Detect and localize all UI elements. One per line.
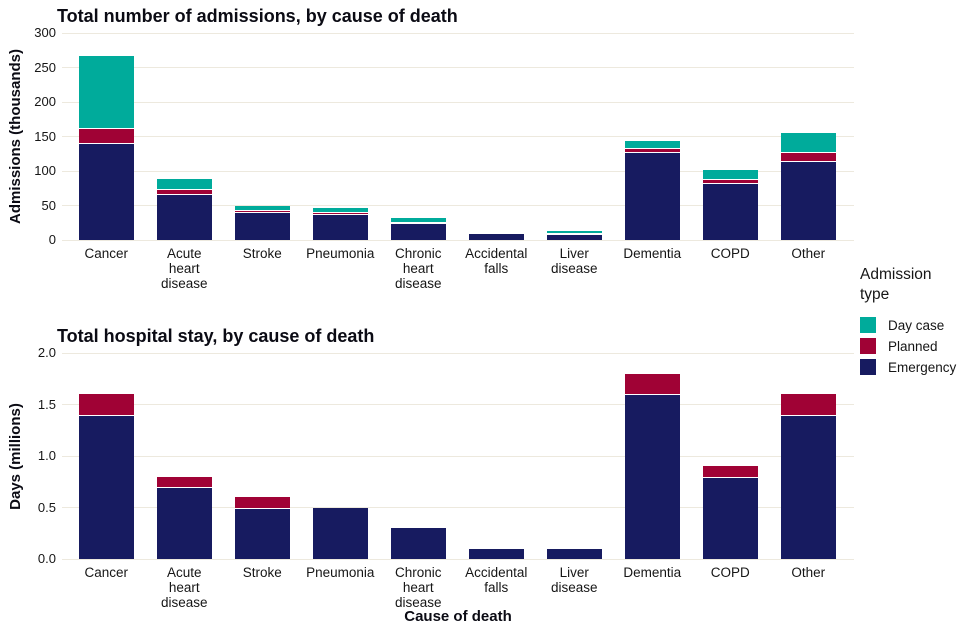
x-axis-label-line: Liver — [559, 565, 589, 580]
emergency-swatch — [860, 359, 876, 375]
bar-segment-emergency — [313, 508, 368, 560]
y-axis-tick-label: 200 — [34, 94, 56, 109]
x-axis-label-line: Chronic — [395, 565, 442, 580]
bar-segment-emergency — [781, 415, 836, 559]
legend — [860, 265, 956, 375]
legend-item-emergency — [860, 359, 956, 375]
legend-item-planned — [860, 338, 956, 354]
chart1-title: Total number of admissions, by cause of death — [57, 6, 458, 26]
x-axis-label-line: Chronic — [395, 246, 442, 261]
x-axis-label-line: Stroke — [242, 246, 282, 261]
y-axis-tick-label: 1.5 — [37, 396, 56, 412]
y-axis-tick-label: 250 — [34, 59, 56, 75]
bar-segment-emergency — [625, 152, 680, 240]
x-axis-label-stroke — [223, 246, 301, 261]
y-axis-tick-label: 0 — [48, 232, 56, 247]
bar-segment-emergency — [79, 143, 134, 240]
bar-segment-planned — [781, 152, 836, 160]
legend-title-line: Admission — [860, 266, 932, 283]
bar-segment-emergency — [313, 214, 368, 240]
bar-pneumonia — [313, 33, 368, 240]
bar-chronic-heart-disease — [391, 33, 446, 240]
bar-stroke — [235, 353, 290, 559]
bar-segment-emergency — [157, 194, 212, 240]
bar-copd — [703, 353, 758, 559]
bar-segment-emergency — [391, 223, 446, 240]
x-axis-label-acute-heart-disease — [145, 246, 223, 291]
x-axis-label-line: COPD — [710, 246, 750, 261]
x-axis-label-line: Acute — [167, 246, 202, 261]
x-axis-label-line: disease — [161, 595, 208, 610]
x-axis-label-cancer — [67, 246, 145, 261]
x-axis-label-line: heart — [168, 261, 200, 276]
x-axis-label-line: Dementia — [623, 246, 682, 261]
x-axis-label-line: Cancer — [84, 246, 129, 261]
bar-acute-heart-disease — [157, 353, 212, 559]
bar-segment-planned — [703, 466, 758, 476]
chart1-y-axis-title: Admissions (thousands) — [6, 48, 24, 225]
chart2-y-axis-title: Days (millions) — [6, 402, 24, 510]
bar-other — [781, 353, 836, 559]
bar-stroke — [235, 33, 290, 240]
x-axis-label-line: COPD — [710, 565, 750, 580]
x-axis-label-line: heart — [168, 580, 200, 595]
x-axis-label-chronic-heart-disease — [379, 246, 457, 291]
x-axis-label-pneumonia — [301, 565, 379, 580]
x-axis-label-line: Liver — [559, 246, 589, 261]
bar-segment-emergency — [235, 212, 290, 240]
legend-item-label: Planned — [888, 338, 938, 354]
bar-segment-planned — [79, 394, 134, 415]
y-axis-tick-label: 0.0 — [37, 551, 56, 566]
bar-segment-emergency — [547, 549, 602, 559]
x-axis-label-line: Accidental — [465, 565, 528, 580]
chart2-plot-area — [37, 345, 854, 610]
x-axis-label-line: heart — [402, 580, 434, 595]
x-axis-label-accidental-falls — [457, 565, 535, 595]
x-axis-label-line: disease — [395, 276, 442, 291]
bar-segment-emergency — [157, 487, 212, 559]
x-axis-label-cancer — [67, 565, 145, 580]
x-axis-label-line: Stroke — [242, 565, 282, 580]
legend-item-label: Emergency — [888, 359, 957, 375]
y-axis-tick-label: 0.5 — [37, 499, 56, 515]
x-axis-label-dementia — [613, 246, 691, 261]
x-axis-label-line: Other — [791, 246, 826, 261]
x-axis-label-line: falls — [484, 580, 509, 595]
x-axis-label-other — [769, 246, 847, 261]
bar-segment-emergency — [235, 508, 290, 560]
bar-liver-disease — [547, 353, 602, 559]
x-axis-label-liver-disease — [535, 565, 613, 595]
x-axis-label-line: heart — [402, 261, 434, 276]
bar-segment-emergency — [703, 477, 758, 559]
x-axis-label-line: falls — [484, 261, 509, 276]
x-axis-label-copd — [691, 246, 769, 261]
bar-dementia — [625, 353, 680, 559]
x-axis-label-chronic-heart-disease — [379, 565, 457, 610]
legend-title-line: type — [860, 286, 890, 303]
x-axis-label-line: disease — [161, 276, 208, 291]
x-axis-label-line: Accidental — [465, 246, 528, 261]
bar-chronic-heart-disease — [391, 353, 446, 559]
bar-segment-planned — [625, 374, 680, 395]
bar-segment-emergency — [547, 234, 602, 240]
bar-acute-heart-disease — [157, 33, 212, 240]
bar-accidental-falls — [469, 33, 524, 240]
bar-copd — [703, 33, 758, 240]
x-axis-label-dementia — [613, 565, 691, 580]
day-case-swatch — [860, 317, 876, 333]
y-axis-tick-label: 300 — [34, 25, 56, 40]
bar-segment-day-case — [157, 179, 212, 189]
bar-segment-emergency — [781, 161, 836, 240]
x-axis-label-stroke — [223, 565, 301, 580]
y-axis-tick-label: 150 — [34, 128, 56, 144]
legend-item-day-case — [860, 317, 956, 333]
x-axis-label-pneumonia — [301, 246, 379, 261]
x-axis-label-line: Acute — [167, 565, 202, 580]
x-axis-label-line: Cancer — [84, 565, 129, 580]
bar-cancer — [79, 33, 134, 240]
bar-segment-planned — [235, 497, 290, 507]
bar-liver-disease — [547, 33, 602, 240]
x-axis-label-acute-heart-disease — [145, 565, 223, 610]
bar-segment-day-case — [625, 141, 680, 148]
x-axis-label-liver-disease — [535, 246, 613, 276]
x-axis-label-line: Dementia — [623, 565, 682, 580]
x-axis-label-line: disease — [395, 595, 442, 610]
bar-segment-emergency — [625, 394, 680, 559]
bar-accidental-falls — [469, 353, 524, 559]
chart2-title: Total hospital stay, by cause of death — [57, 326, 375, 346]
y-axis-tick-label: 100 — [34, 163, 56, 178]
legend-item-label: Day case — [888, 317, 945, 333]
x-axis-label-line: disease — [551, 580, 598, 595]
bar-other — [781, 33, 836, 240]
bar-segment-emergency — [391, 528, 446, 559]
bar-cancer — [79, 353, 134, 559]
x-axis-label-line: Pneumonia — [306, 565, 375, 580]
bar-segment-planned — [781, 394, 836, 415]
y-axis-tick-label: 2.0 — [37, 345, 56, 360]
y-axis-tick-label: 1.0 — [37, 448, 56, 463]
bar-pneumonia — [313, 353, 368, 559]
bar-segment-planned — [157, 477, 212, 487]
bar-dementia — [625, 33, 680, 240]
legend-title — [860, 265, 956, 305]
x-axis-title: Cause of death — [404, 608, 512, 625]
bar-segment-day-case — [781, 133, 836, 152]
bar-segment-planned — [79, 128, 134, 144]
bar-segment-emergency — [79, 415, 134, 559]
planned-swatch — [860, 338, 876, 354]
x-axis-label-other — [769, 565, 847, 580]
x-axis-label-line: Pneumonia — [306, 246, 375, 261]
bar-segment-day-case — [703, 170, 758, 180]
y-axis-tick-label: 50 — [41, 197, 56, 213]
legend-rows — [860, 317, 956, 375]
x-axis-label-line: Other — [791, 565, 826, 580]
x-axis-label-line: disease — [551, 261, 598, 276]
x-axis-label-accidental-falls — [457, 246, 535, 276]
bar-segment-emergency — [703, 183, 758, 240]
x-axis-label-copd — [691, 565, 769, 580]
bar-segment-emergency — [469, 549, 524, 559]
bar-segment-emergency — [469, 234, 524, 240]
chart1-plot-area — [34, 25, 854, 291]
bar-segment-day-case — [79, 56, 134, 127]
